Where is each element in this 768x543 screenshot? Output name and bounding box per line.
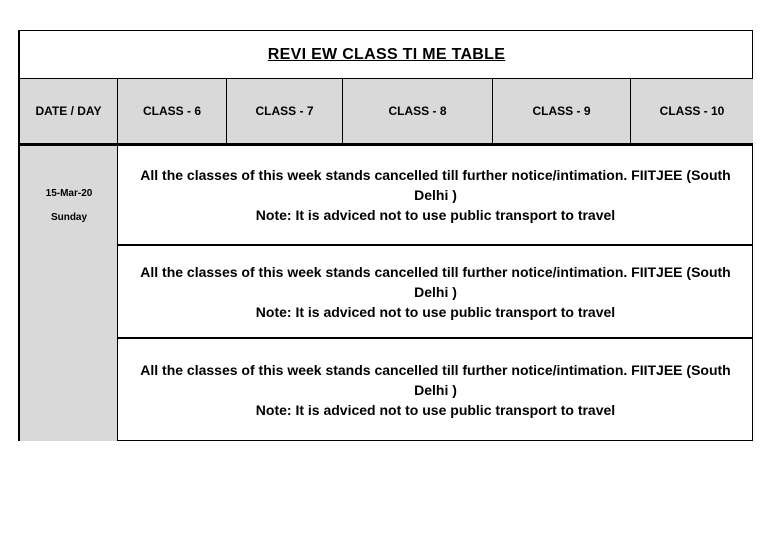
notice-text: All the classes of this week stands cancelled till further notice/intimation. FIITJEE (South Delhi ) (140, 167, 731, 203)
notice-row (118, 246, 753, 338)
notice-note: Note: It is adviced not to use public transport to travel (255, 402, 616, 418)
notice-row (118, 146, 753, 244)
notice-row (118, 339, 753, 441)
header-class-10: CLASS - 10 (659, 104, 725, 118)
header-date-day: DATE / DAY (20, 79, 118, 143)
page-title: REVI EW CLASS TI ME TABLE (267, 45, 506, 63)
notice-text: All the classes of this week stands cancelled till further notice/intimation. FIITJEE (South Delhi ) (140, 264, 731, 300)
notice-note: Note: It is adviced not to use public transport to travel (255, 207, 616, 223)
header-class-7: CLASS - 7 (227, 79, 343, 143)
notice-text: All the classes of this week stands cancelled till further notice/intimation. FIITJEE (South Delhi ) (140, 362, 731, 398)
timetable-title-row (20, 31, 753, 79)
header-class-9: CLASS - 9 (493, 79, 631, 143)
header-class-8: CLASS - 8 (343, 79, 493, 143)
date-value: 15-Mar-20 (45, 188, 93, 199)
day-value: Sunday (50, 212, 88, 223)
header-row (20, 79, 753, 146)
header-class-6: CLASS - 6 (118, 79, 227, 143)
date-column (20, 146, 118, 441)
notice-note: Note: It is adviced not to use public transport to travel (255, 304, 616, 320)
timetable (18, 30, 753, 441)
